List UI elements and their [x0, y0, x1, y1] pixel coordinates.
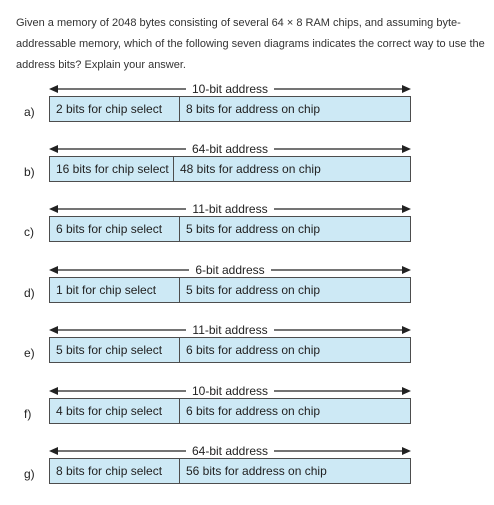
address-bits-diagram [49, 96, 411, 122]
option-g [0, 444, 494, 505]
address-width-arrow [49, 323, 411, 337]
question-text: Given a memory of 2048 bytes consisting of several 64 × 8 RAM chips, and assuming byte-addressable memory, which of the following seven diagrams indicates the correct way to use the address bits? Explain your answer. [16, 17, 485, 71]
address-bits-diagram [49, 216, 411, 242]
address-width-arrow [49, 444, 411, 458]
chip-select-field: 16 bits for chip select [50, 157, 174, 181]
address-width-arrow [49, 82, 411, 96]
on-chip-address-field: 6 bits for address on chip [186, 343, 321, 357]
address-width-arrow [49, 384, 411, 398]
address-bits-diagram [49, 277, 411, 303]
address-width-arrow [49, 202, 411, 216]
chip-select-field: 2 bits for chip select [50, 97, 180, 121]
chip-select-field: 6 bits for chip select [50, 217, 180, 241]
option-label: b) [24, 165, 35, 179]
chip-select-field: 4 bits for chip select [50, 399, 180, 423]
option-c [0, 202, 494, 263]
option-label: g) [24, 467, 35, 481]
address-width-arrow [49, 142, 411, 156]
option-label: a) [24, 105, 35, 119]
option-label: d) [24, 286, 35, 300]
option-label: f) [24, 407, 32, 421]
on-chip-address-field: 5 bits for address on chip [186, 222, 321, 236]
chip-select-field: 5 bits for chip select [50, 338, 180, 362]
on-chip-address-field: 8 bits for address on chip [186, 102, 321, 116]
address-bits-diagram [49, 337, 411, 363]
chip-select-field: 1 bit for chip select [50, 278, 180, 302]
option-label: e) [24, 346, 35, 360]
address-width-label: 10-bit address [186, 82, 274, 96]
address-width-label: 10-bit address [186, 384, 274, 398]
address-width-label: 64-bit address [186, 142, 274, 156]
option-d [0, 263, 494, 324]
on-chip-address-field: 5 bits for address on chip [186, 283, 321, 297]
chip-select-field: 8 bits for chip select [50, 459, 180, 483]
address-bits-diagram [49, 156, 411, 182]
option-b [0, 142, 494, 203]
on-chip-address-field: 56 bits for address on chip [186, 464, 327, 478]
option-a [0, 82, 494, 143]
address-width-label: 6-bit address [189, 263, 270, 277]
on-chip-address-field: 48 bits for address on chip [180, 162, 321, 176]
on-chip-address-field: 6 bits for address on chip [186, 404, 321, 418]
option-label: c) [24, 225, 34, 239]
address-width-label: 11-bit address [186, 323, 273, 337]
address-width-label: 11-bit address [186, 202, 273, 216]
option-e [0, 323, 494, 384]
address-bits-diagram [49, 398, 411, 424]
address-width-label: 64-bit address [186, 444, 274, 458]
address-width-arrow [49, 263, 411, 277]
address-bits-diagram [49, 458, 411, 484]
option-f [0, 384, 494, 445]
